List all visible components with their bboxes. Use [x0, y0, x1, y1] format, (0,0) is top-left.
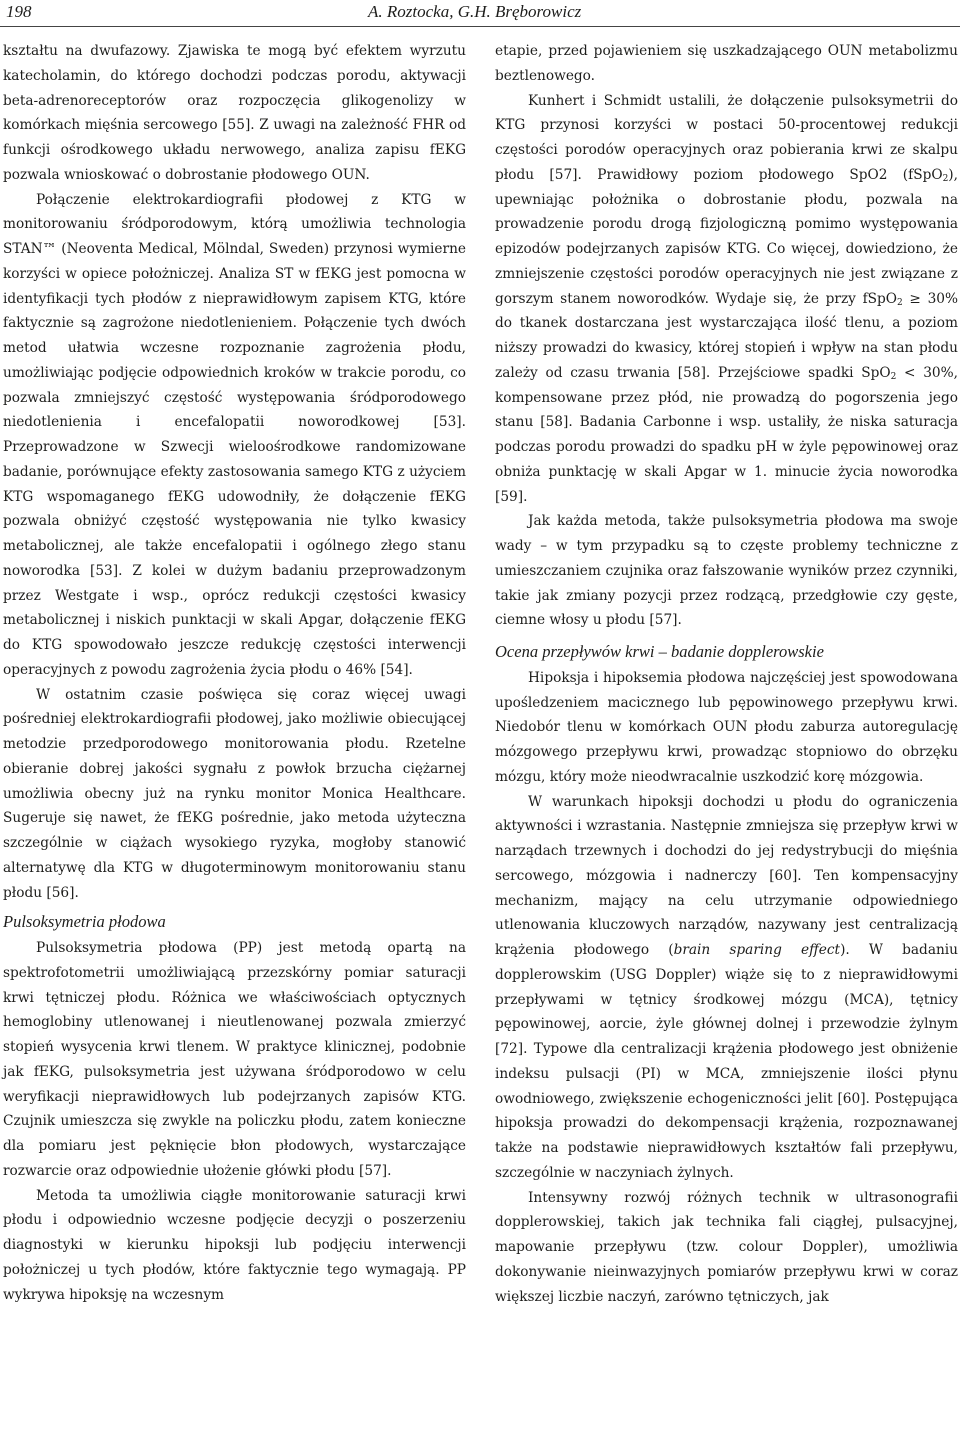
paragraph: kształtu na dwufazowy. Zjawiska te mogą być efektem wyrzutu katecholamin, do którego dochodzi podczas porodu, aktywacji beta-adrenoreceptorów oraz rozpoczęcia glikogenolizy w komórkach mięśnia sercowego [55]. Z uwagi na zależność FHR od funkcji ośrodkowego układu nerwowego, analiza zapisu fEKG pozwala wnioskować o dobrostanie płodowego OUN.: [3, 43, 466, 183]
text-run: Kunhert i Schmidt ustalili, że dołączenie pulsoksymetrii do KTG przynosi korzyści w postaci 50-procentowej redukcji częstości porodów operacyjnych oraz pobierania krwi ze skalpu płodu [57]. Prawidłowy poziom płodowego SpO2 (fSpO: [495, 92, 958, 183]
text-run: W warunkach hipoksji dochodzi u płodu do ograniczenia aktywności i wzrastania. Następnie zmniejsza się przepływ krwi w narządach trzewnych i dochodzi do jej redystrybucji do mięśnia sercowego, mózgowia i nadnerczy [60]. Ten kompensacyjny mechanizm, mający na celu utrzymanie odpowiedniego utlenowania kluczowych narządów, nazywany jest centralizacją krążenia płodowego (: [495, 793, 958, 958]
subscript: 2: [942, 173, 949, 184]
paragraph: Hipoksja i hipoksemia płodowa najczęściej jest spowodowana upośledzeniem macicznego lub pępowinowego przepływu krwi. Niedobór tlenu w komórkach OUN płodu zaburza autoregulację mózgowego przepływu krwi, prowadząc stopniowo do obrzęku mózgu, który może nieodwracalnie uszkodzić korę mózgowia.: [495, 669, 958, 785]
left-column: [3, 39, 466, 1307]
paragraph: [495, 89, 958, 510]
paragraph: Pulsoksymetria płodowa (PP) jest metodą opartą na spektrofotometrii umożliwiającą przezskórny pomiar saturacji krwi tętniczej płodu. Różnica we właściwościach optycznych hemoglobiny utlenowanej i nieutlenowanej pozwala zmierzyć stopień wysycenia krwi tlenem. W praktyce klinicznej, podobnie jak fEKG, pulsoksymetria jest używana śródporodowo w celu weryfikacji nieprawidłowych lub podejrzanych zapisów KTG. Czujnik umieszcza się zwykle na policzku płodu, zatem konieczne dla pomiaru jest pęknięcie błon płodowych, wystarczające rozwarcie oraz odpowiednie ułożenie główki płodu [57].: [3, 940, 466, 1179]
paragraph: etapie, przed pojawieniem się uszkadzającego OUN metabolizmu beztlenowego.: [495, 43, 958, 84]
text-run: ≥ 30% do tkanek dostarczana jest wystarczająca ilość tlenu, a poziom niższy prowadzi do kwasicy, której stopień i wpływ na stan płodu zależy od czasu trwania [58]. Przejściowe spadki SpO: [495, 290, 959, 381]
text-run: < 30%, kompensowane przez płód, nie prowadzą do pogorszenia jego stanu [58]. Badania Carbonne i wsp. ustaliły, że niska saturacja podczas porodu prowadzi do spadku pH w żyle pępowinowej oraz obniża punktację w skali Apgar w 1. minucie życia noworodka [59].: [495, 364, 958, 505]
running-header: [0, 0, 960, 26]
page-number: 198: [6, 2, 32, 21]
text-run: ), upewniając położnika o dobrostanie płodu, pozwala na prowadzenie porodu drogą fizjologiczną pomimo występowania epizodów podejrzanych zapisów KTG. Co więcej, dowiedziono, że zmniejszenie częstości porodów operacyjnych nie jest związane z gorszym stanem noworodków. Wydaje się, że przy fSpO: [495, 166, 958, 307]
right-column: [495, 39, 958, 1309]
subscript: 2: [890, 371, 897, 382]
emphasis-term: brain sparing effect: [673, 942, 841, 958]
paragraph: [495, 790, 958, 1186]
section-heading-pulse-oximetry: Pulsoksymetria płodowa: [3, 912, 166, 932]
running-head-authors: A. Roztocka, G.H. Bręborowicz: [368, 2, 582, 21]
paragraph: Metoda ta umożliwia ciągłe monitorowanie saturacji krwi płodu i odpowiednio wczesne podjęcie decyzji o poszerzeniu diagnostyki w kierunku hipoksji lub podjęciu interwencji położniczej u tych płodów, które faktycznie tego wymagają. PP wykrywa hipoksję na wczesnym: [3, 1187, 466, 1303]
paragraph: Połączenie elektrokardiografii płodowej z KTG w monitorowaniu śródporodowym, którą umożliwia technologia STAN™ (Neoventa Medical, Mölndal, Sweden) przynosi wymierne korzyści w opiece położniczej. Analiza ST w fEKG jest pomocna w identyfikacji tych płodów z nieprawidłowym zapisem KTG, które faktycznie są zagrożone niedotlenieniem. Połączenie tych dwóch metod ułatwia wczesne rozpoznanie zagrożenia płodu, umożliwiając podjęcie odpowiednich kroków w trakcie porodu, co pozwala zmniejszyć częstość występowania śródporodowego niedotlenienia i encefalopatii noworodkowej [53]. Przeprowadzone w Szwecji wieloośrodkowe randomizowane badanie, porównujące efekty zastosowania samego KTG z użyciem KTG wspomaganego fEKG udowodniły, że dołączenie fEKG pozwala obniżyć częstość występowania nie tylko kwasicy metabolicznej, ale także encefalopatii i ogólnego złego stanu noworodka [53]. Z kolei w dużym badaniu przeprowadzonym przez Westgate i wsp., oprócz redukcji częstości kwasicy metabolicznej i niskich punktacji w skali Apgar, dołączenie fEKG do KTG spowodowało jeszcze redukcję częstości interwencji operacyjnych z powodu zagrożenia życia płodu o 46% [54].: [3, 191, 466, 678]
section-heading-doppler: Ocena przepływów krwi – badanie dopplerowskie: [495, 642, 824, 661]
paragraph: Jak każda metoda, także pulsoksymetria płodowa ma swoje wady – w tym przypadku są to częste problemy techniczne z umieszczaniem czujnika oraz fałszowanie wyników przez czynniki, takie jak zmiany pozycji przez rodzącą, przedgłowie czy gęste, ciemne włosy u płodu [57].: [495, 513, 958, 629]
paragraph: Intensywny rozwój różnych technik w ultrasonografii dopplerowskiej, takich jak technika fali ciągłej, pulsacyjnej, mapowanie przepływu (tzw. colour Doppler), umożliwia dokonywanie nieinwazyjnych pomiarów przepływu krwi w coraz większej liczbie naczyń, zarówno tętniczych, jak: [495, 1189, 958, 1305]
subscript: 2: [897, 297, 903, 308]
paragraph: W ostatnim czasie poświęca się coraz więcej uwagi pośredniej elektrokardiografii płodowej, jako możliwie obiecującej metodzie przedporodowego monitorowania płodu. Rzetelne obieranie dobrej jakości sygnału z powłok brzucha ciężarnej umożliwia obecny już na rynku monitor Monica Healthcare. Sugeruje się nawet, że fEKG pośrednie, jako metoda użyteczna szczególnie w ciążach wysokiego ryzyka, mogłoby stanowić alternatywę dla KTG w długoterminowym monitorowaniu stanu płodu [56].: [3, 686, 466, 901]
text-run: ). W badaniu dopplerowskim (USG Doppler) wiąże się to z nieprawidłowymi przepływami w tętnicy środkowej mózgu (MCA), tętnicy pępowinowej, aorcie, żyle głównej dolnej i przewodzie żylnym [72]. Typowe dla centralizacji krążenia płodowego jest obniżenie indeksu pulsacji (PI) w MCA, zmniejszenie ilości płynu owodniowego, zwiększenie echogeniczności jelit [60]. Postępująca hipoksja prowadzi do dekompensacji krążenia, rozpoznawanej także na podstawie nieprawidłowych kształtów fali przepływu, szczególnie w naczyniach żylnych.: [495, 942, 958, 1181]
header-rule: [0, 26, 960, 27]
